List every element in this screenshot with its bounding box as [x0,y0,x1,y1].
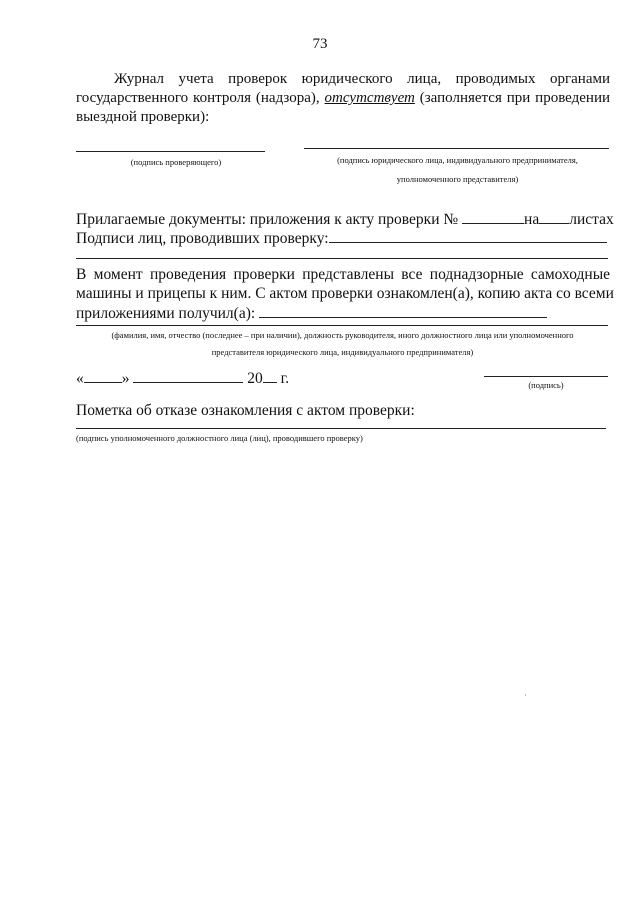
journal-text-1: Журнал учета проверок юридического лица, проводимых органами государственного контроля (надзора), [76,71,610,106]
refusal-line [76,428,606,429]
inspectors-signatures-extra-line [76,258,608,259]
attachments-line [76,209,614,229]
inspector-signature-caption: (подпись проверяющего) [130,157,222,167]
refusal-caption: (подпись уполномоченного должностного лица (лиц), проводившего проверку) [76,433,363,443]
journal-text-2: (заполняется при проведении выездной проверки): [76,90,611,125]
date-signature-line [484,376,608,377]
refusal-label: Пометка об отказе ознакомления с актом проверки: [76,402,415,419]
moment-line-1: В момент проведения проверки представлены все поднадзорные самоходные [76,266,610,283]
year-prefix: 20 [247,370,263,387]
date-signature-caption: (подпись) [528,380,564,390]
fio-caption-2: представителя юридического лица, индивидуального предпринимателя) [211,347,474,357]
inspectors-signatures-blank [329,228,607,243]
journal-absent: отсутствует [324,90,415,106]
fio-line [76,325,608,326]
attachments-label: Прилагаемые документы: приложения к акту проверки № [76,211,459,228]
entity-signature-caption-2: уполномоченного представителя) [396,174,519,184]
received-signature-blank [259,303,547,318]
entity-signature-caption-1: (подпись юридического лица, индивидуального предпринимателя, [337,155,578,165]
month-blank [133,368,243,383]
moment-received-label: приложениями получил(а): [76,305,256,322]
day-blank [84,368,122,383]
moment-line-3 [76,303,610,323]
moment-line-2: машины и прицепы к ним. С актом проверки ознакомлен(а), копию акта со всеми [76,285,614,302]
inspectors-signatures-label: Подписи лиц, проводивших проверку: [76,230,329,247]
year-suffix: г. [280,370,290,387]
attachments-sheets: листах [569,211,614,228]
entity-signature-line [304,148,609,149]
page-number: 73 [312,36,328,52]
fio-caption-1: (фамилия, имя, отчество (последнее – при наличии), должность руководителя, иного должностного лица или уполномоченного [111,330,574,340]
journal-paragraph [76,70,610,127]
sheets-count-blank [539,209,569,224]
scan-speck [525,694,526,696]
inspectors-signatures-line [76,228,610,248]
date-close-quote: » [121,370,130,387]
date-open-quote: « [76,370,84,387]
act-number-blank [462,209,524,224]
attachments-on: на [524,211,540,228]
year-blank [263,368,277,383]
inspector-signature-line [76,151,265,152]
